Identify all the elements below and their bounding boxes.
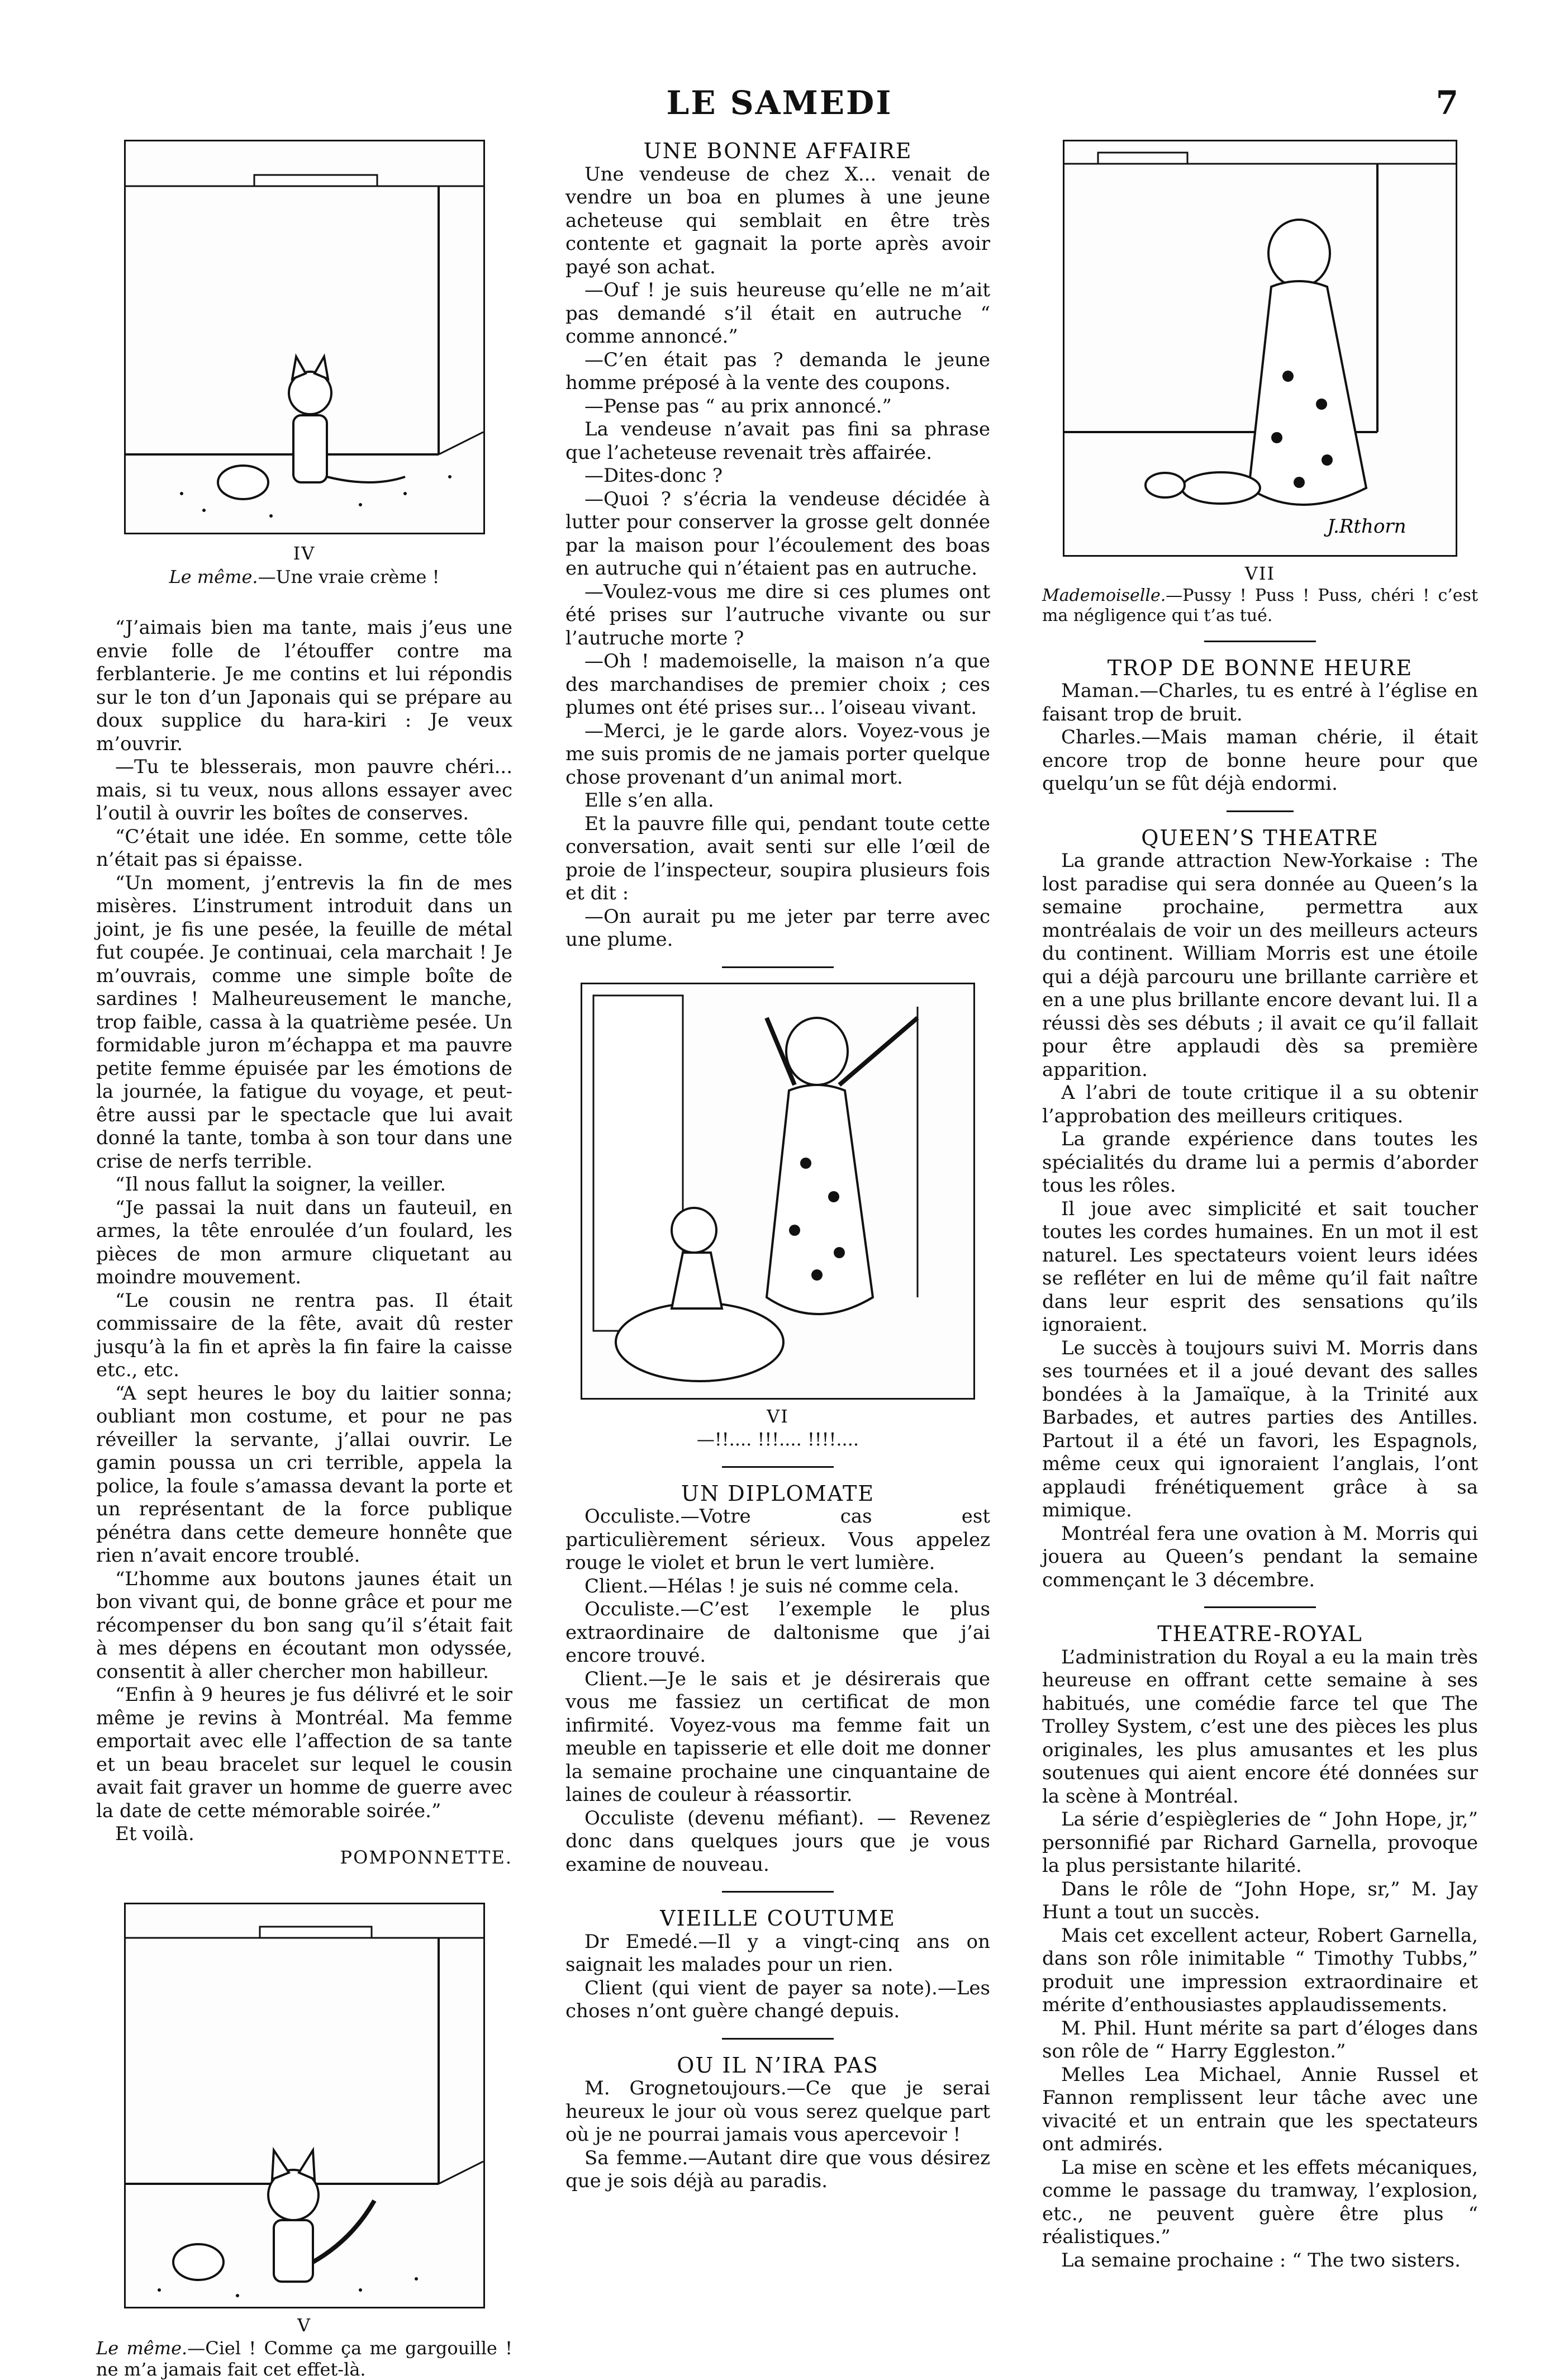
caption-speaker: Le même. (169, 566, 258, 587)
column-middle (565, 140, 990, 2193)
paragraph: La grande attraction New-Yorkaise : The lost paradise qui sera donnée au Queen’s la semaine prochaine, permettra aux montréalais de voir un des meilleurs acteurs du continent. William Morris est une étoile qui a déjà parcouru une brillante carrière et en a une plus brillante encore devant lui. Il a réussi dès ses débuts ; il avait ce qu’il fallait pour être applaudi dès sa première apparition. (1042, 850, 1478, 1081)
paragraph: Occuliste (devenu méfiant). — Revenez donc dans quelques jours que je vous examine de nouveau. (565, 1807, 990, 1876)
caption-text: —Ciel ! Comme ça me gargouille ! ne m’a jamais fait cet effet-là. (96, 2337, 513, 2380)
paragraph: La vendeuse n’avait pas fini sa phrase que l’acheteuse revenait très affairée. (565, 418, 990, 464)
section-title: UNE BONNE AFFAIRE (643, 139, 912, 163)
paragraph: La mise en scène et les effets mécaniques, comme le passage du tramway, l’explosion, etc., ne peuvent guère être plus “ réalistiques.” (1042, 2156, 1478, 2248)
paragraph: M. Grognetoujours.—Ce que je serai heureux le jour où vous serez quelque part où je ne pourrai jamais vous apercevoir ! (565, 2077, 990, 2146)
paragraph: —Quoi ? s’écria la vendeuse décidée à lutter pour conserver la grosse gelt donnée par la maison pour l’écoulement des boas en autruche qui n’étaient pas en autruche. (565, 487, 990, 580)
paragraph: “Enfin à 9 heures je fus délivré et le soir même je revins à Montréal. Ma femme emportait avec elle l’affection de sa tante et un beau bracelet sur lequel le cousin avait fait graver un homme de guerre avec la date de cette mémorable soirée.” (96, 1684, 512, 1822)
paragraph: “L’homme aux boutons jaunes était un bon vivant qui, de bonne grâce et pour me récompenser du bon sang qu’il s’était fait à mes dépens en écoutant mon odyssée, consentit à aller chercher mon habilleur. (96, 1567, 512, 1683)
illustration-vii-mourning-woman (1063, 140, 1457, 557)
section-title: THEATRE-ROYAL (1157, 1622, 1363, 1646)
paragraph: —Merci, je le garde alors. Voyez-vous je me suis promis de ne jamais porter quelque chose provenant d’un animal mort. (565, 719, 990, 789)
paragraph: Une vendeuse de chez X... venait de vendre un boa en plumes à une jeune acheteuse qui semblait en être très contente et gagnait la porte après avoir payé son achat. (565, 163, 990, 278)
section-divider (722, 2038, 834, 2040)
paragraph: Occuliste.—Votre cas est particulièrement sérieux. Vous appelez rouge le violet et brun le vert lumière. (565, 1505, 990, 1574)
author-signature: POMPONNETTE. (340, 1846, 512, 1868)
paragraph: Il joue avec simplicité et sait toucher toutes les cordes humaines. En un mot il est naturel. Les spectateurs voient leurs idées se refléter en lui de même qu’il fait naître dans leur esprit des sensations qu’ils ignoraient. (1042, 1197, 1478, 1336)
paragraph: Melles Lea Michael, Annie Russel et Fannon remplissent leur tâche avec une vivacité et un entrain que les spectateurs ont admirés. (1042, 2063, 1478, 2155)
section-title: QUEEN’S THEATRE (1141, 825, 1379, 850)
illustration-v-caption (96, 2338, 512, 2380)
section-title: UN DIPLOMATE (681, 1481, 875, 1506)
paragraph: La grande expérience dans toutes les spécialités du drame lui a permis d’aborder tous les rôles. (1042, 1128, 1478, 1197)
paragraph: “Je passai la nuit dans un fauteuil, en armes, la tête enroulée d’un foulard, les pièces de mon armure cliquetant au moindre mouvement. (96, 1196, 512, 1288)
paragraph: Charles.—Mais maman chérie, il était encore trop de bonne heure pour que quelqu’un se fût déjà endormi. (1042, 726, 1478, 795)
paragraph: “J’aimais bien ma tante, mais j’eus une envie folle de l’étouffer contre ma ferblanterie. Je me contins et lui répondis sur le ton d’un Japonais qui se prépare au doux supplice du hara-kiri : Je veux m’ouvrir. (96, 617, 512, 755)
section-title: TROP DE BONNE HEURE (1107, 655, 1413, 680)
page-number: 7 (1436, 84, 1458, 122)
caption-text: —Une vraie crème ! (258, 566, 440, 587)
column-left (96, 140, 512, 2380)
section-divider (1204, 641, 1316, 642)
paragraph: “Un moment, j’entrevis la fin de mes misères. L’instrument introduit dans un joint, je fis une pesée, la feuille de métal fut coupée. Je continuai, cela marchait ! Je m’ouvrais, comme une simple boîte de sardines ! Malheureusement le manche, trop faible, cassa à la quatrième pesée. Un formidable juron m’échappa et ma pauvre petite femme épuisée par les émotions de la journée, la fatigue du voyage, et peut-être aussi par le spectacle que lui avait donné la tante, tomba à son tour dans une crise de nerfs terrible. (96, 871, 512, 1173)
paragraph: Mais cet excellent acteur, Robert Garnella, dans son rôle inimitable “ Timothy Tubbs,” produit une impression extraordinaire et mérite d’enthousiastes applaudissements. (1042, 1924, 1478, 2016)
cat-gargling-drawing (126, 1904, 483, 2307)
paragraph: —Ouf ! je suis heureuse qu’elle ne m’ait pas demandé s’il était en autruche “ comme annoncé.” (565, 279, 990, 348)
paragraph: M. Phil. Hunt mérite sa part d’éloges dans son rôle de “ Harry Eggleston.” (1042, 2017, 1478, 2063)
paragraph: —Pense pas “ au prix annoncé.” (584, 395, 892, 418)
paragraph: La série d’espiègleries de “ John Hope, jr,” personnifié par Richard Garnella, provoque la plus persistante hilarité. (1042, 1808, 1478, 1877)
paragraph: Client.—Hélas ! je suis né comme cela. (584, 1575, 959, 1597)
mourning-woman-drawing (1064, 141, 1456, 555)
column-right (1042, 140, 1478, 2272)
paragraph: L’administration du Royal a eu la main très heureuse en offrant cette semaine à ses habitués, une comédie farce tel que The Trolley System, c’est une des pièces les plus originales, les plus amusantes et les plus soutenues qui aient encore été données sur la scène à Montréal. (1042, 1646, 1478, 1808)
paragraph: —C’en était pas ? demanda le jeune homme préposé à la vente des coupons. (565, 348, 990, 394)
paragraph: —Voulez-vous me dire si ces plumes ont été prises sur l’autruche vivante ou sur l’autruche morte ? (565, 580, 990, 649)
newspaper-title: LE SAMEDI (666, 84, 893, 122)
illustration-vii-caption (1042, 586, 1478, 626)
paragraph: “Il nous fallut la soigner, la veiller. (115, 1173, 446, 1196)
illustration-iv-cat-with-can (124, 140, 485, 534)
cat-can-drawing (126, 141, 483, 533)
paragraph: Et voilà. (115, 1823, 194, 1845)
paragraph: Montréal fera une ovation à M. Morris qui jouera au Queen’s pendant la semaine commençant le 3 décembre. (1042, 1522, 1478, 1591)
illustration-iv-caption (96, 566, 512, 589)
page-header (0, 84, 1559, 134)
paragraph: Sa femme.—Autant dire que vous désirez que je sois déjà au paradis. (565, 2146, 990, 2192)
paragraph: Et la pauvre fille qui, pendant toute cette conversation, avait senti sur elle l’œil de proie de l’inspecteur, soupira plusieurs fois et dit : (565, 812, 990, 904)
paragraph: “A sept heures le boy du laitier sonna; oubliant mon costume, et pour ne pas réveiller la servante, j’allai ouvrir. Le gamin poussa un cri terrible, appela la police, la foule s’amassa devant la porte et un représentant de la force publique pénétra dans cette demeure honnête que rien n’avait encore troublé. (96, 1382, 512, 1567)
section-divider (1227, 810, 1294, 812)
section-divider (722, 1466, 834, 1468)
paragraph: Dr Emedé.—Il y a vingt-cinq ans on saignait les malades pour un rien. (565, 1930, 990, 1976)
paragraph: Elle s’en alla. (584, 789, 714, 812)
paragraph: Client.—Je le sais et je désirerais que vous me fassiez un certificat de mon infirmité. Voyez-vous ma femme fait un meuble en tapisserie et elle doit me donner la semaine prochaine une cinquantaine de laines de couleur à réassortir. (565, 1667, 990, 1806)
paragraph: Occuliste.—C’est l’exemple le plus extraordinaire de daltonisme que j’ai encore trouvé. (565, 1598, 990, 1667)
paragraph: La semaine prochaine : “ The two sisters. (1061, 2249, 1461, 2272)
paragraph: —On aurait pu me jeter par terre avec une plume. (565, 905, 990, 951)
section-divider (1204, 1606, 1316, 1608)
section-divider (722, 966, 834, 968)
paragraph: —Tu te blesserais, mon pauvre chéri... mais, si tu veux, nous allons essayer avec l’outil à ouvrir les boîtes de conserves. (96, 756, 512, 824)
artist-signature: J.Rthorn (1327, 515, 1406, 538)
illustration-vi-number: VI (767, 1405, 789, 1427)
paragraph: —Oh ! mademoiselle, la maison n’a que des marchandises de premier choix ; ces plumes ont été prises sur... l’oiseau vivant. (565, 650, 990, 719)
section-title: OU IL N’IRA PAS (677, 2052, 879, 2078)
paragraph: Dans le rôle de “John Hope, sr,” M. Jay Hunt a tout un succès. (1042, 1878, 1478, 1923)
section-title: VIEILLE COUTUME (660, 1906, 896, 1931)
caption-speaker: Le même. (96, 2337, 188, 2359)
caption-text: —Pussy ! Puss ! Puss, chéri ! c’est ma négligence qui t’as tué. (1042, 585, 1478, 625)
paragraph: “C’était une idée. En somme, cette tôle n’était pas si épaisse. (96, 825, 512, 871)
paragraph: Le succès à toujours suivi M. Morris dans ses tournées et il a joué devant des salles bondées à la Jamaïque, à la Trinité aux Barbades, et autres parties des Antilles. Partout il a été un favori, les Espagnols, même ceux qui ignoraient l’anglais, l’ont applaudi frénétiquement grâce à sa mimique. (1042, 1336, 1478, 1521)
illustration-vi-caption: —!!.... !!!.... !!!!.... (696, 1429, 859, 1450)
illustration-vii-number: VII (1244, 563, 1276, 584)
paragraph: Client (qui vient de payer sa note).—Les choses n’ont guère changé depuis. (565, 1976, 990, 2022)
illustration-iv-number: IV (293, 543, 316, 564)
illustration-v-cat-gargling (124, 1903, 485, 2308)
paragraph: —Dites-donc ? (584, 464, 723, 487)
caption-speaker: Mademoiselle. (1042, 585, 1166, 605)
paragraph: A l’abri de toute critique il a su obtenir l’approbation des meilleurs critiques. (1042, 1082, 1478, 1127)
paragraph: Maman.—Charles, tu es entré à l’église en faisant trop de bruit. (1042, 680, 1478, 726)
illustration-vi-woman-and-cat (581, 983, 975, 1400)
illustration-v-number: V (297, 2315, 312, 2336)
woman-cat-drawing (582, 984, 973, 1398)
paragraph: “Le cousin ne rentra pas. Il était commissaire de la fête, avait dû rester jusqu’à la fin et après la fin faire la caisse etc., etc. (96, 1289, 512, 1381)
section-divider (722, 1891, 834, 1893)
